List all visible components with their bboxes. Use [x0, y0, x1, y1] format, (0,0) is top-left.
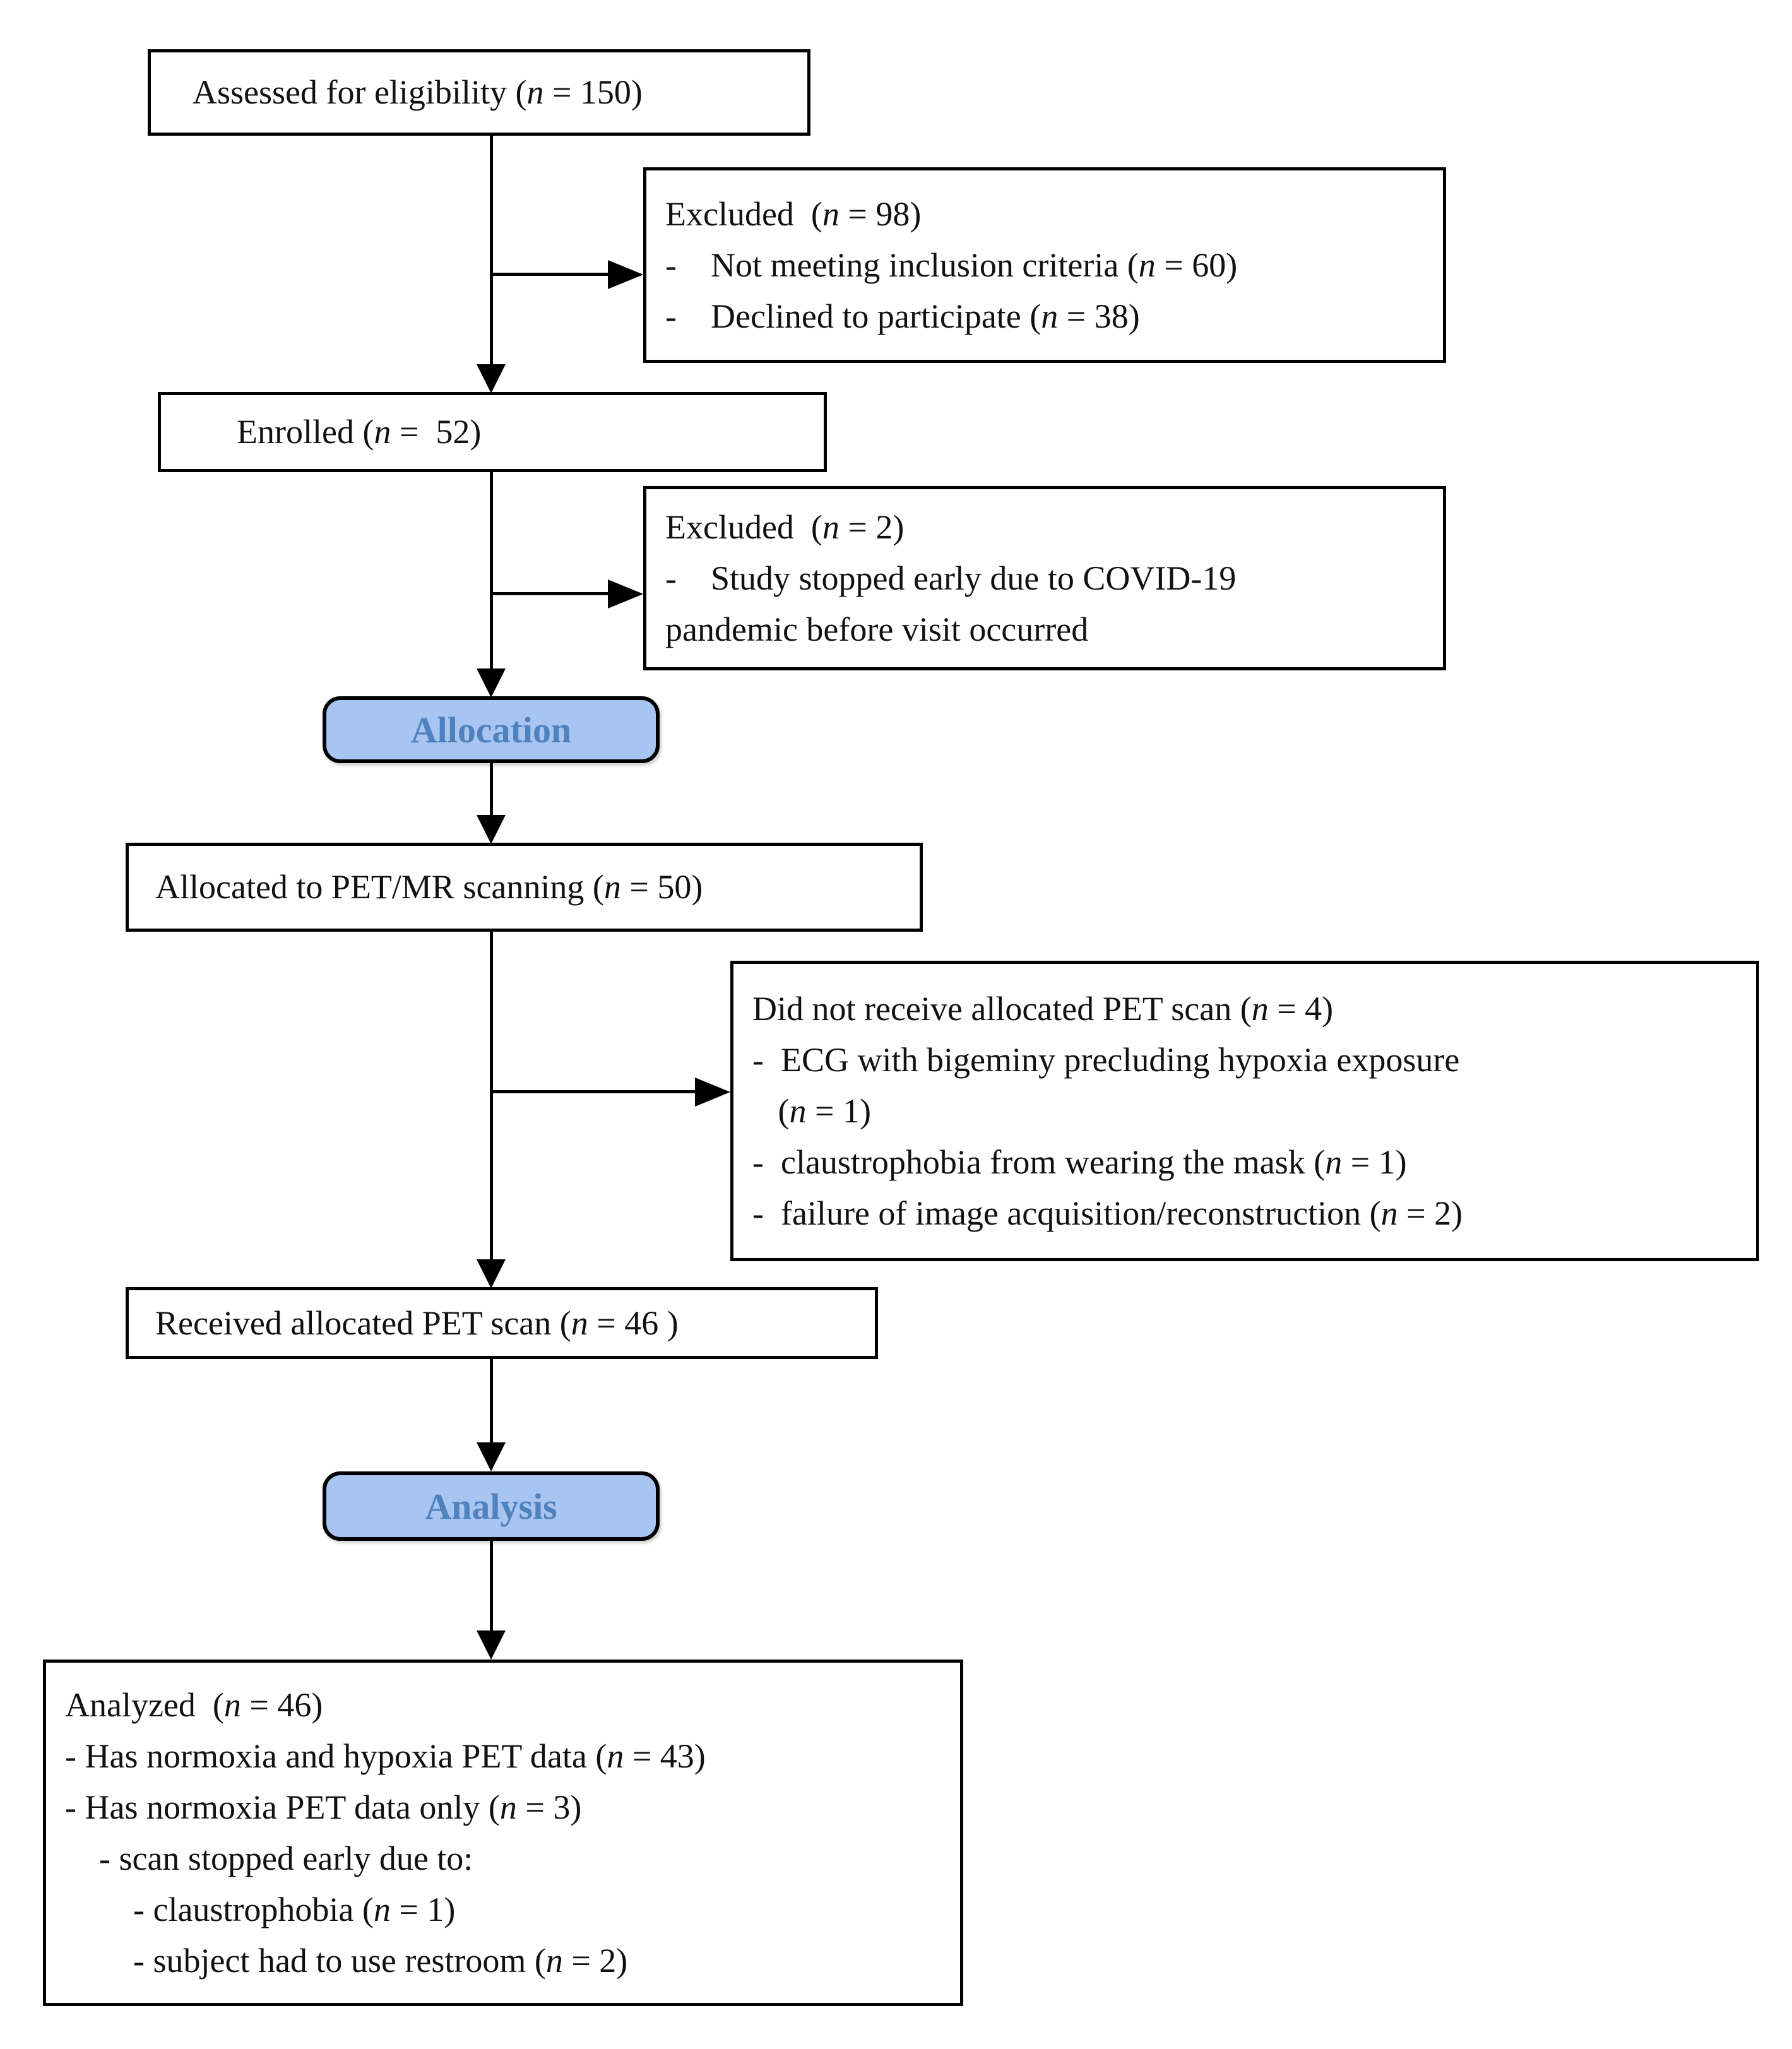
text-line: Excluded (n = 2): [665, 508, 905, 546]
arrowhead-into-enrolled: [477, 364, 506, 393]
arrowhead-into-analysis: [477, 1442, 506, 1471]
text-line: - Declined to participate (n = 38): [665, 297, 1140, 335]
text-line: - scan stopped early due to:: [65, 1839, 473, 1877]
connector-received-to-analysis: [490, 1359, 493, 1447]
text-line: pandemic before visit occurred: [665, 610, 1089, 648]
arrowhead-into-received: [477, 1259, 506, 1288]
box-received: [126, 1287, 878, 1359]
connector-assessed-to-enrolled: [490, 136, 493, 368]
arrowhead-into-analyzed: [477, 1630, 506, 1660]
connector-to-excluded-covid: [490, 592, 612, 595]
badge-allocation-label: Allocation: [410, 709, 572, 751]
arrowhead-into-allocated: [477, 815, 506, 844]
badge-allocation: [323, 696, 660, 763]
text-line: - subject had to use restroom (n = 2): [65, 1941, 628, 1980]
text-line: Analyzed (n = 46): [65, 1685, 323, 1724]
box-assessed-text: Assessed for eligibility (n = 150): [193, 73, 643, 111]
box-excluded-covid: [643, 486, 1446, 670]
connector-to-excluded-enrollment: [490, 273, 612, 276]
box-assessed: [148, 49, 810, 136]
text-line: - Has normoxia PET data only (n = 3): [65, 1788, 582, 1826]
text-line: - Study stopped early due to COVID-19: [665, 559, 1237, 597]
text-line: - claustrophobia from wearing the mask (n = 1): [752, 1143, 1407, 1181]
box-allocated-text: Allocated to PET/MR scanning (n = 50): [155, 868, 703, 906]
connector-allocated-to-received: [490, 932, 493, 1263]
badge-analysis: [323, 1471, 660, 1541]
arrowhead-into-excluded-covid: [608, 579, 643, 609]
box-not-received: [730, 961, 1759, 1261]
text-line: - Not meeting inclusion criteria (n = 60): [665, 246, 1238, 284]
text-line: - failure of image acquisition/reconstruction (n = 2): [752, 1194, 1463, 1232]
text-line: - claustrophobia (n = 1): [65, 1890, 456, 1928]
arrowhead-into-not-received: [695, 1078, 730, 1107]
connector-analysis-to-analyzed: [490, 1541, 493, 1634]
box-enrolled-text: Enrolled (n = 52): [237, 413, 482, 451]
connector-allocation-to-allocated: [490, 763, 493, 819]
arrowhead-into-allocation: [477, 668, 506, 698]
connector-to-not-received: [490, 1090, 699, 1093]
text-line: (n = 1): [752, 1091, 871, 1130]
text-line: Did not receive allocated PET scan (n = 4): [752, 989, 1334, 1028]
badge-analysis-label: Analysis: [425, 1485, 557, 1527]
text-line: - ECG with bigeminy precluding hypoxia exposure: [752, 1040, 1460, 1079]
connector-enrolled-to-allocation: [490, 472, 493, 671]
box-excluded-enrollment: [643, 167, 1446, 363]
box-allocated: [126, 843, 923, 932]
arrowhead-into-excluded-enrollment: [608, 260, 643, 289]
text-line: Excluded (n = 98): [665, 194, 922, 233]
text-line: - Has normoxia and hypoxia PET data (n = 43): [65, 1737, 706, 1775]
box-analyzed: [43, 1660, 963, 2006]
box-enrolled: [158, 392, 827, 472]
box-received-text: Received allocated PET scan (n = 46 ): [155, 1304, 679, 1342]
